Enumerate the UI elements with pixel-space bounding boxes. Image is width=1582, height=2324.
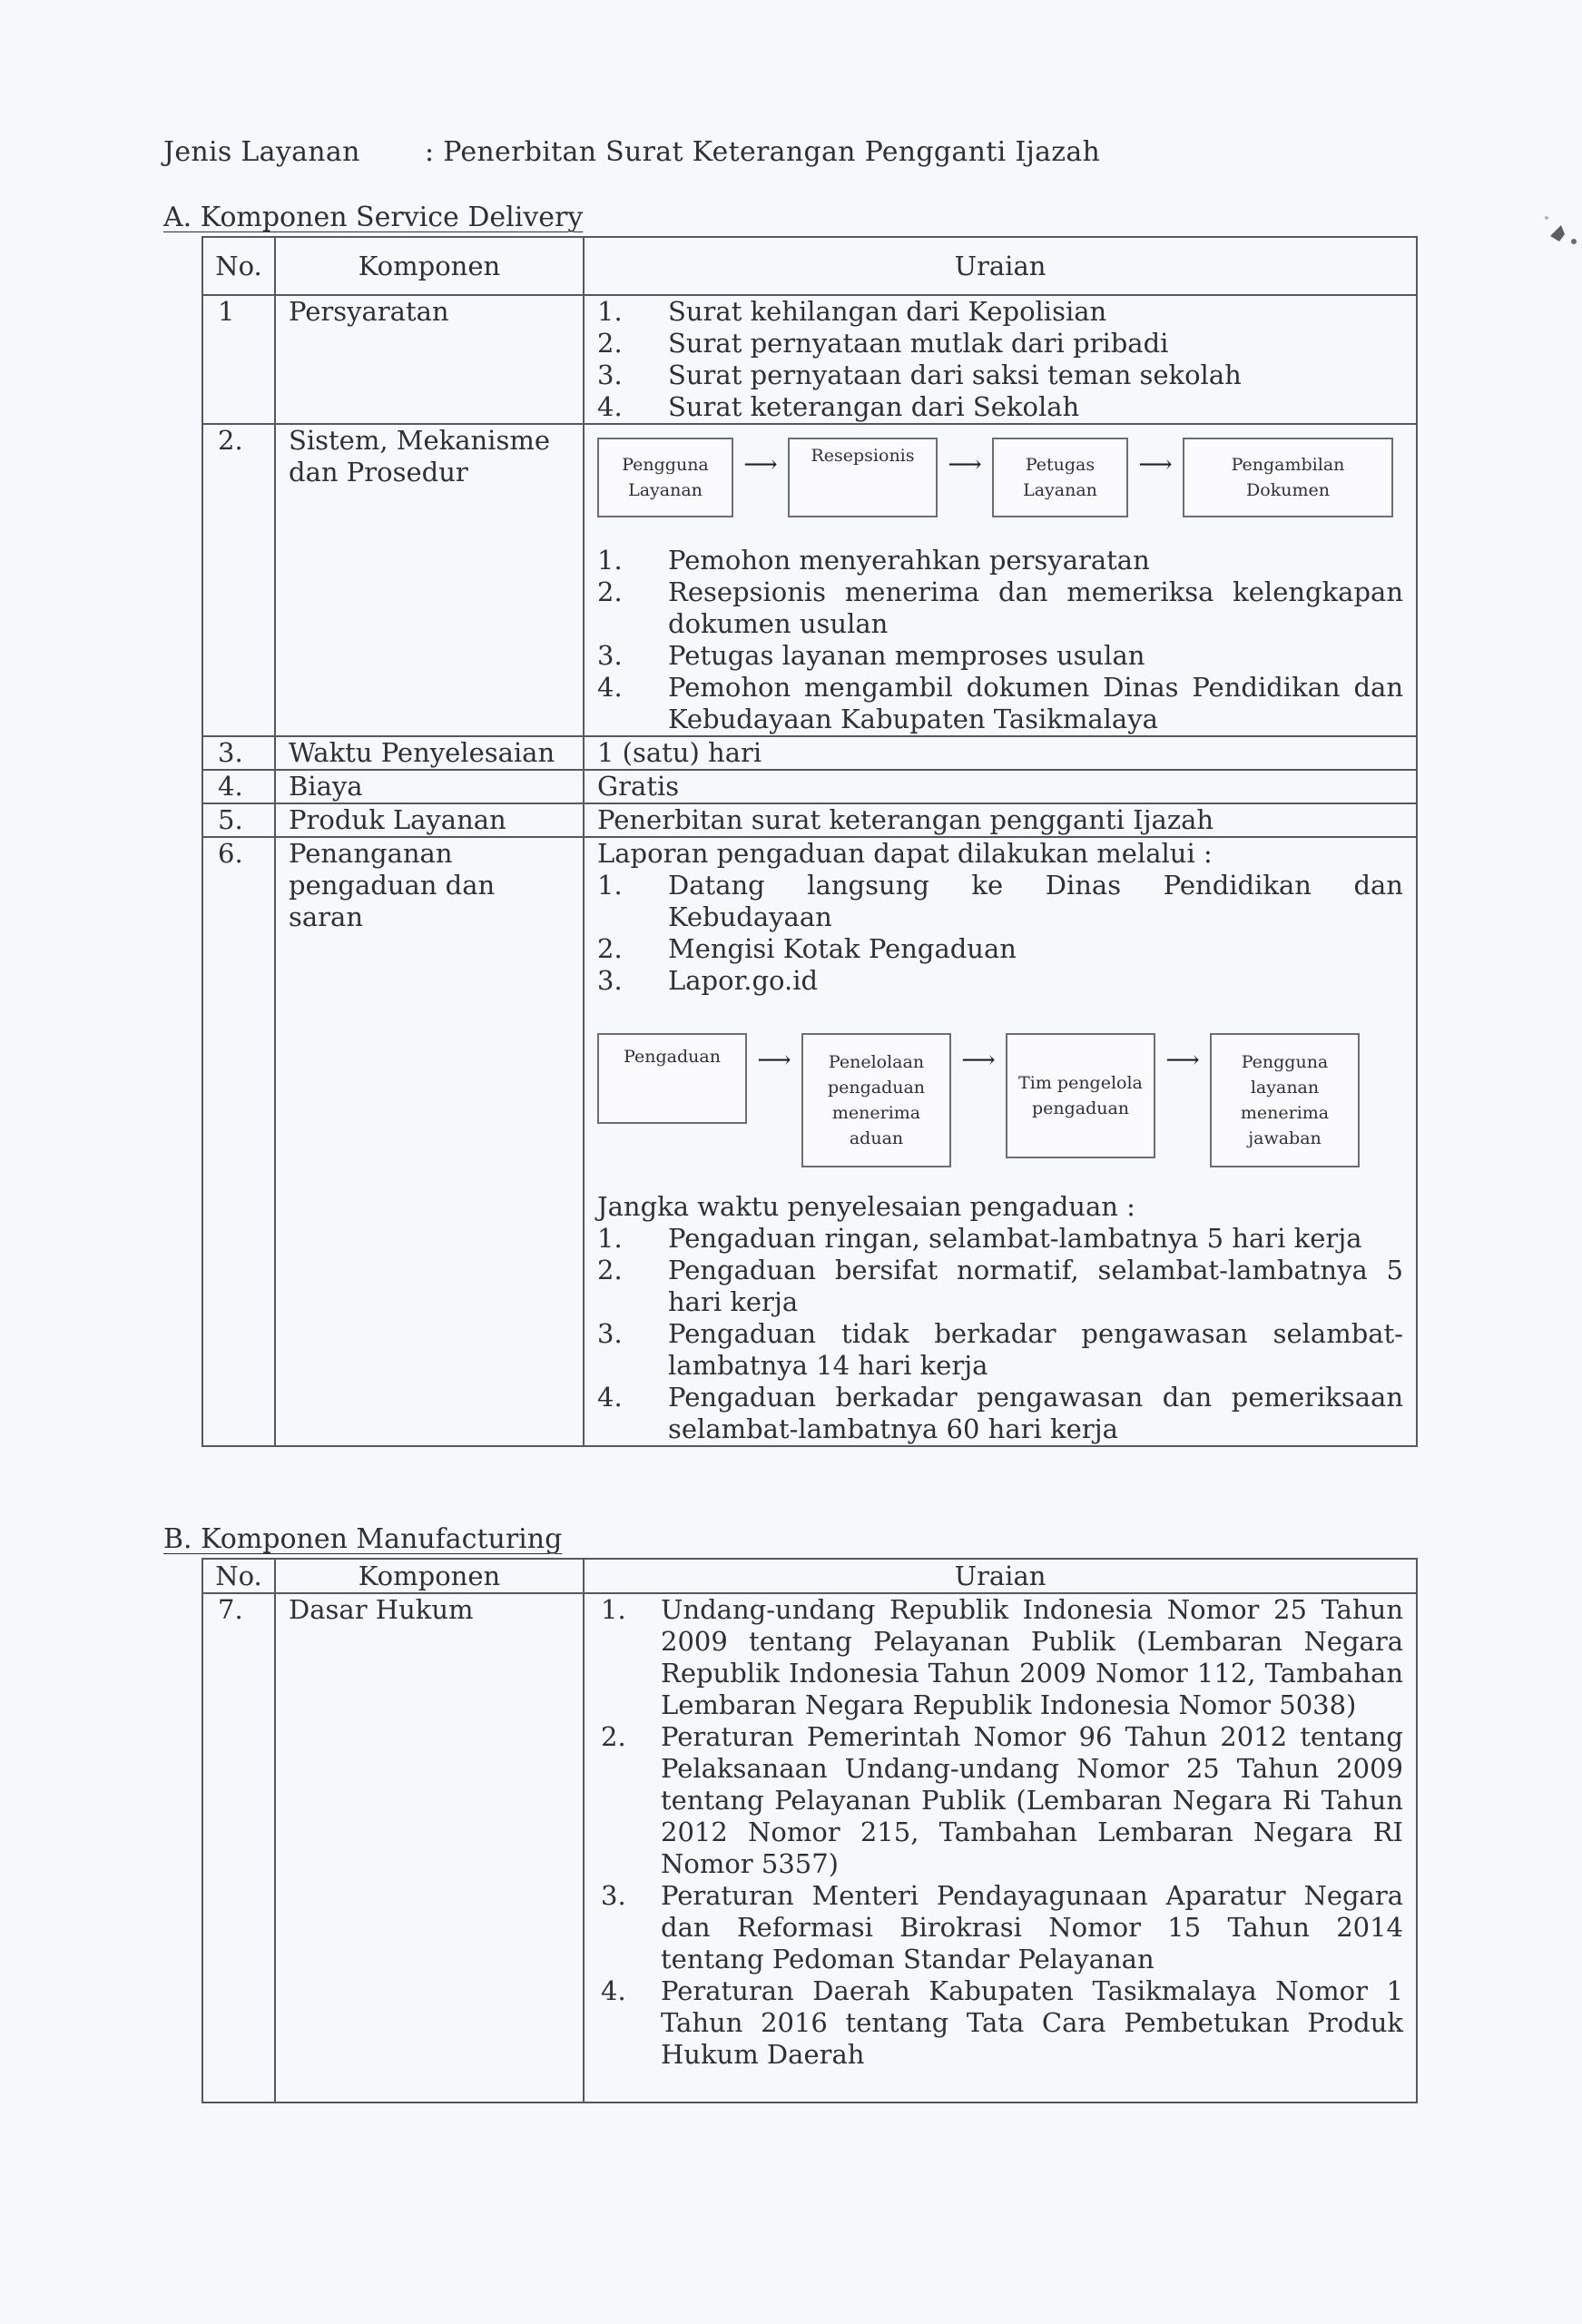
item-text: Surat pernyataan mutlak dari pribadi [668, 328, 1169, 359]
list-item [601, 1880, 1403, 1975]
item-number: 2. [597, 328, 623, 359]
list-item [597, 576, 1403, 640]
flow-box-resepsionis: Resepsionis [788, 438, 938, 517]
table-row [202, 837, 1417, 1446]
item-number: 1. [597, 870, 623, 901]
jangka-waktu-list [597, 1223, 1403, 1445]
jangka-waktu-title: Jangka waktu penyelesaian pengaduan : [597, 1191, 1135, 1222]
list-item [601, 1594, 1403, 1721]
prosedur-list [597, 545, 1403, 735]
list-item [597, 1255, 1403, 1318]
list-item [597, 1318, 1403, 1382]
list-item [597, 545, 1403, 576]
row-komponen: Waktu Penyelesaian [275, 736, 584, 770]
item-text: Pengaduan tidak berkadar pengawasan selambat-lambatnya 14 hari kerja [668, 1318, 1403, 1381]
persyaratan-list [597, 296, 1403, 423]
item-text: Undang-undang Republik Indonesia Nomor 25 Tahun 2009 tentang Pelayanan Publik (Lembaran Negara Republik Indonesia Tahun 2009 Nomor 112, Tambahan Lembaran Negara Republik Indonesia Nomor 5038) [661, 1594, 1403, 1720]
flow-box-pengaduan: Pengaduan [597, 1033, 747, 1124]
col-komponen-header: Komponen [275, 1559, 584, 1593]
item-number: 2. [601, 1721, 626, 1752]
list-item [597, 391, 1403, 423]
list-item [597, 1223, 1403, 1255]
section-b-title: B. Komponen Manufacturing [163, 1523, 563, 1555]
item-number: 1. [597, 545, 623, 576]
row-no: 1 [202, 295, 275, 424]
pengaduan-flowchart [597, 1033, 1403, 1167]
table-row [202, 424, 1417, 736]
item-text: Pengaduan ringan, selambat-lambatnya 5 hari kerja [668, 1223, 1362, 1254]
col-uraian-header: Uraian [584, 1559, 1417, 1593]
row-uraian: Gratis [584, 770, 1417, 803]
row-uraian: Penerbitan surat keterangan pengganti Ijazah [584, 803, 1417, 837]
row-no: 7. [202, 1593, 275, 2102]
item-text: Pengaduan bersifat normatif, selambat-lambatnya 5 hari kerja [668, 1255, 1403, 1317]
col-no-header: No. [202, 237, 275, 295]
row-no: 6. [202, 837, 275, 1446]
col-uraian-header: Uraian [584, 237, 1417, 295]
table-header-row [202, 237, 1417, 295]
section-a-title: A. Komponen Service Delivery [163, 202, 584, 233]
item-number: 3. [597, 640, 623, 671]
list-item [597, 296, 1403, 328]
row-komponen: Sistem, Mekanisme dan Prosedur [275, 424, 584, 736]
flow-box-pengguna-layanan: Pengguna layanan menerima jawaban [1210, 1033, 1360, 1167]
item-number: 4. [601, 1975, 626, 2006]
prosedur-flowchart [597, 438, 1403, 517]
flow-box-tim-pengelola: Tim pengelola pengaduan [1006, 1033, 1155, 1158]
table-row [202, 803, 1417, 837]
col-no-header: No. [202, 1559, 275, 1593]
item-number: 2. [597, 576, 623, 607]
item-text: Peraturan Pemerintah Nomor 96 Tahun 2012 tentang Pelaksanaan Undang-undang Nomor 25 Tahun 2009 tentang Pelayanan Publik (Lembaran Negara Ri Tahun 2012 Nomor 215, Tambahan Lembaran Negara RI Nomor 5357) [661, 1721, 1403, 1879]
row-komponen: Persyaratan [275, 295, 584, 424]
item-number: 1. [601, 1594, 626, 1625]
flow-box-petugas-layanan: Petugas Layanan [992, 438, 1128, 517]
item-number: 3. [597, 1318, 623, 1349]
arrow-right-icon: ⟶ [757, 1046, 791, 1074]
table-row [202, 770, 1417, 803]
arrow-right-icon: ⟶ [948, 450, 982, 478]
item-text: Mengisi Kotak Pengaduan [668, 933, 1017, 964]
jenis-layanan-label: Jenis Layanan [163, 136, 360, 168]
list-item [597, 933, 1403, 965]
table-row [202, 1593, 1417, 2102]
list-item [601, 1975, 1403, 2071]
row-komponen: Biaya [275, 770, 584, 803]
dasar-hukum-list [601, 1594, 1403, 2071]
item-number: 4. [597, 1382, 623, 1413]
arrow-right-icon: ⟶ [1138, 450, 1173, 478]
item-number: 1. [597, 296, 623, 327]
item-text: Resepsionis menerima dan memeriksa kelengkapan dokumen usulan [668, 576, 1403, 639]
item-text: Pemohon menyerahkan persyaratan [668, 545, 1150, 576]
item-number: 4. [597, 672, 623, 703]
list-item [597, 359, 1403, 391]
item-text: Peraturan Menteri Pendayagunaan Aparatur Negara dan Reformasi Birokrasi Nomor 15 Tahun 2014 tentang Pedoman Standar Pelayanan [661, 1880, 1403, 1974]
item-number: 2. [597, 1255, 623, 1285]
list-item [597, 640, 1403, 672]
item-text: Surat kehilangan dari Kepolisian [668, 296, 1107, 327]
jenis-layanan-line [163, 136, 1100, 168]
arrow-right-icon: ⟶ [961, 1046, 996, 1074]
arrow-right-icon: ⟶ [743, 450, 778, 478]
row-no: 2. [202, 424, 275, 736]
list-item [597, 328, 1403, 359]
item-number: 2. [597, 933, 623, 964]
item-text: Peraturan Daerah Kabupaten Tasikmalaya Nomor 1 Tahun 2016 tentang Tata Cara Pembetukan Produk Hukum Daerah [661, 1975, 1403, 2070]
list-item [597, 870, 1403, 933]
flow-box-pengambilan-dokumen: Pengambilan Dokumen [1183, 438, 1393, 517]
pengaduan-channel-list [597, 870, 1403, 997]
item-number: 3. [597, 965, 623, 996]
row-komponen: Penanganan pengaduan dan saran [275, 837, 584, 1446]
item-number: 3. [597, 359, 623, 390]
jenis-layanan-value: : Penerbitan Surat Keterangan Pengganti Ijazah [425, 136, 1101, 168]
table-row [202, 736, 1417, 770]
row-uraian [584, 837, 1417, 1446]
row-no: 3. [202, 736, 275, 770]
item-number: 1. [597, 1223, 623, 1254]
item-text: Lapor.go.id [668, 965, 819, 996]
list-item [597, 672, 1403, 735]
list-item [601, 1721, 1403, 1880]
table-header-row [202, 1559, 1417, 1593]
row-komponen: Produk Layanan [275, 803, 584, 837]
item-text: Surat pernyataan dari saksi teman sekolah [668, 359, 1242, 390]
arrow-right-icon: ⟶ [1165, 1046, 1200, 1074]
row-uraian [584, 295, 1417, 424]
flow-box-pengguna-layanan: Pengguna Layanan [597, 438, 733, 517]
item-text: Pengaduan berkadar pengawasan dan pemeriksaan selambat-lambatnya 60 hari kerja [668, 1382, 1403, 1444]
row-komponen: Dasar Hukum [275, 1593, 584, 2102]
col-komponen-header: Komponen [275, 237, 584, 295]
flow-box-penelolaan: Penelolaan pengaduan menerima aduan [801, 1033, 951, 1167]
item-number: 3. [601, 1880, 626, 1911]
item-text: Pemohon mengambil dokumen Dinas Pendidikan dan Kebudayaan Kabupaten Tasikmalaya [668, 672, 1403, 734]
item-text: Surat keterangan dari Sekolah [668, 391, 1080, 422]
manufacturing-table [201, 1558, 1418, 2103]
list-item [597, 1382, 1403, 1445]
item-text: Petugas layanan memproses usulan [668, 640, 1145, 671]
row-uraian: 1 (satu) hari [584, 736, 1417, 770]
item-number: 4. [597, 391, 623, 422]
ink-smudge-mark [1534, 182, 1579, 272]
row-no: 4. [202, 770, 275, 803]
pengaduan-intro: Laporan pengaduan dapat dilakukan melalui : [597, 838, 1213, 869]
item-text: Datang langsung ke Dinas Pendidikan dan Kebudayaan [668, 870, 1403, 932]
list-item [597, 965, 1403, 997]
row-no: 5. [202, 803, 275, 837]
service-delivery-table [201, 236, 1418, 1447]
row-uraian [584, 424, 1417, 736]
table-row [202, 295, 1417, 424]
row-uraian [584, 1593, 1417, 2102]
